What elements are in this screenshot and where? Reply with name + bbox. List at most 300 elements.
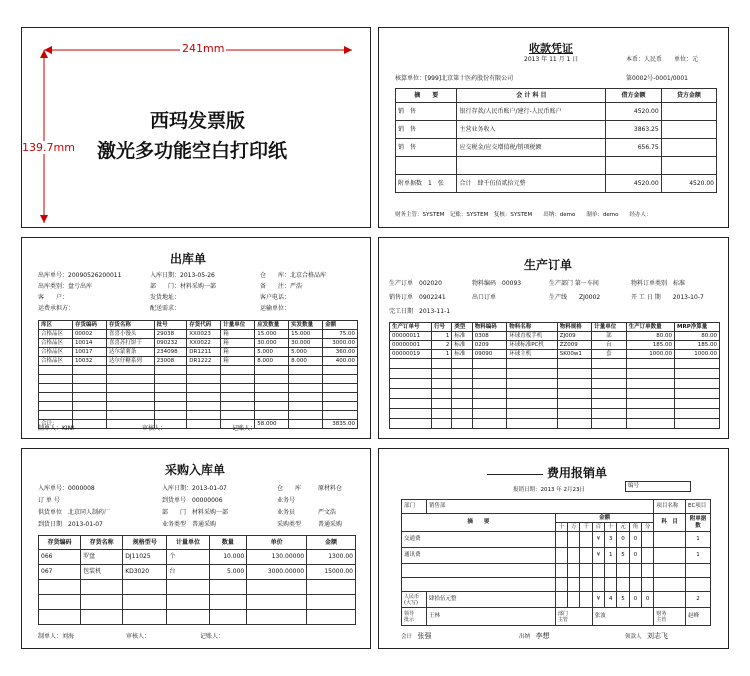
cell: 1000.00 [626,350,674,359]
info-item: 到货单号 00000006 [162,497,223,504]
cell: 15.000 [255,330,289,339]
cell: 喜喜苏打饼干 [106,339,154,348]
cell: 银行存款/人民币账户/建行-人民币账户 [457,103,606,121]
cell: 主营业务收入 [457,121,606,139]
header-cell: 库区 [39,321,73,330]
info-item: 出库单号：20090526200011 [38,272,122,279]
header-cell: 计量单位 [221,321,255,330]
cell: ZZ009 [557,341,592,350]
voucher-unit: 单位：元 [674,56,699,63]
header-cell: 计量单位 [167,536,209,550]
cell: 3 [605,532,617,548]
cell: 0 [629,592,641,608]
cell: ZJ009 [557,332,592,341]
expense-table [401,499,711,626]
cell: 王林 [427,608,556,626]
footer-label: 会计 [401,634,413,640]
outbound-title: 出库单 [170,252,207,266]
table-row [390,332,720,341]
table-row [402,532,711,548]
cell: 台 [167,565,209,580]
info-item: 原材料仓 [318,485,343,492]
cell: 应交税金/应交增值税/销项税额 [457,139,606,157]
footer-item [519,633,550,641]
cell: 5 [617,592,629,608]
info-item: 发货地址： [150,294,181,301]
info-item: 供货单位 北京同人制药厂 [38,509,111,516]
info-item: 入库日期：2013-01-07 [162,485,227,492]
cell: 185.00 [626,341,674,350]
production-table [389,322,720,429]
table-row [39,550,356,565]
cell: 罗盘 [81,550,123,565]
empty-row [39,393,358,402]
info-item: 业务类型 普通采购 [162,521,217,528]
cell: 销 售 [396,121,457,139]
table-row [39,565,356,580]
footer-label: 领款人 [625,634,642,640]
info-item: 物料编码 00093 [472,280,522,287]
empty-row [390,359,720,369]
header-cell: 存货编码 [39,536,81,550]
cell: 合格品区 [39,330,73,339]
cell: 达尔蒙薯条 [106,348,154,357]
cell: 标准 [452,341,472,350]
footer-item: 审核人： [126,633,151,640]
cell: 80.00 [675,332,720,341]
cell: 656.75 [606,139,661,157]
header-cell: 计量单位 [592,323,626,332]
voucher-table [395,88,717,193]
header-cell: 数量 [209,536,247,550]
info-item: 运费承担方： [38,305,75,312]
voucher-title: 收款凭证 [529,42,573,55]
footer-item: 记账人： [232,425,257,432]
cell: 0308 [472,332,506,341]
cell: 合格品区 [39,348,73,357]
cell: 5.000 [209,565,247,580]
expense-attach-label: 编号 [625,481,691,492]
paper-size-panel [21,27,371,228]
header-cell: 存货名称 [81,536,123,550]
voucher-currency: 本币：人民币 [626,56,663,63]
cell: 75.00 [323,330,358,339]
cell: 10014 [72,339,106,348]
cell: 1 [432,350,452,359]
cell: 09090 [472,350,506,359]
expense-sign-row [402,608,711,626]
cell: 3835.00 [323,420,358,429]
cell: 赵峰 [685,608,710,626]
voucher-col-debit: 借方金额 [606,89,661,103]
header-cell: 金额 [307,536,356,550]
voucher-footer: 财务主管：SYSTEM 记账：SYSTEM 复核：SYSTEM 出纳：demo 制单：demo 经办人： [395,212,652,218]
cell [396,157,457,175]
info-item: 部 门：材料采购一部 [150,283,217,290]
cell: 3000.00 [323,339,358,348]
cell: 30.000 [255,339,289,348]
cell: 23008 [154,357,187,366]
cell: 万 [568,523,580,532]
table-row [396,157,717,175]
header-cell: MRP净算量 [675,323,720,332]
purchase-panel [21,448,371,649]
header-cell: 行号 [432,323,452,332]
outbound-table [38,320,358,429]
cell: 包装机 [81,565,123,580]
info-item: 入库单号：0000008 [38,485,95,492]
cell: 百 [592,523,604,532]
cell: 4520.00 [661,175,716,193]
cell [661,103,716,121]
voucher-col-summary: 摘 要 [396,89,457,103]
info-item: 生产线 ZJ0002 [549,294,601,301]
cell: 00000019 [390,350,432,359]
cell: 1 [686,548,711,564]
cell: 部门 [402,500,427,514]
outbound-total-row [39,420,358,429]
cell: 十 [605,523,617,532]
cell: 十 [555,523,567,532]
cell: 千 [580,523,592,532]
header-cell: 科 目 [654,514,686,532]
expense-header-row [402,514,711,523]
cell: 1 [605,548,617,564]
header-cell: 应发数量 [255,321,289,330]
cell [661,157,716,175]
cell: 1000.00 [675,350,720,359]
table-row [396,139,717,157]
footer-value: 李想 [535,632,550,640]
footer-label: 出纳 [519,634,531,640]
info-item: 业务号 [277,497,296,504]
cell: XX0022 [187,339,221,348]
production-panel [378,237,729,439]
cell: 090232 [154,339,187,348]
cell: 通讯费 [402,548,556,564]
cell: 00002 [72,330,106,339]
total-label-1: 人民币 [404,593,420,600]
cell: DR1222 [187,357,221,366]
cell: 10017 [72,348,106,357]
cell: 销 售 [396,103,457,121]
cell: 交通费 [402,532,556,548]
cell: ¥ [592,548,604,564]
cell: 1300.00 [307,550,356,565]
info-item: 客 户： [38,294,69,301]
empty-row [390,399,720,409]
cell: 角 [629,523,641,532]
cell: 4520.00 [606,103,661,121]
cell: 15000.00 [307,565,356,580]
cell: 00000011 [390,332,432,341]
footer-item: 审核人： [142,425,167,432]
cell: 8.000 [289,357,323,366]
table-row [39,348,358,357]
table-row [396,103,717,121]
cell: DJ11025 [123,550,167,565]
table-row [402,548,711,564]
info-item: 采购类型 [277,521,302,528]
header-cell: 单价 [247,536,307,550]
cell: 箱 [221,339,255,348]
empty-row [39,411,358,420]
empty-row [390,409,720,419]
table-row [39,357,358,366]
cell: 29038 [154,330,187,339]
info-item: 严文浩 [318,509,337,516]
cell [457,157,606,175]
total-label-2: (大写) [404,599,418,606]
cell: 067 [39,565,81,580]
cell: 80.00 [626,332,674,341]
cell: 肆拾伍元整 [427,592,556,608]
table-row [39,339,358,348]
header-cell: 金额 [555,514,654,523]
header-cell: 存货编码 [72,321,106,330]
info-item: 订 单 号 [38,497,60,504]
empty-row [39,610,356,625]
cell: 8.000 [255,357,289,366]
cell: 部 [592,332,626,341]
cell: 2 [432,341,452,350]
outbound-header-row [39,321,358,330]
cell: 30.000 [289,339,323,348]
header-cell: 附单据数 [686,514,711,532]
empty-row [402,578,711,592]
header-cell: 类型 [452,323,472,332]
cell: 0 [629,548,641,564]
info-item: 完工日期 2013-11-1 [389,308,451,315]
cell: 台 [592,341,626,350]
cell: 5 [617,548,629,564]
cell [661,139,716,157]
cell: 销 售 [396,139,457,157]
info-item: 到货日期 2013-01-07 [38,521,103,528]
footer-item: 制单人：KINI [38,425,74,432]
cell: 1 [686,532,711,548]
info-item: 部 门 材料采购一部 [162,509,229,516]
sign-label: 领导 [404,610,415,617]
header-cell: 物料编码 [472,323,506,332]
cell: 箱 [221,348,255,357]
info-item: 销售订单 0902241 [389,294,446,301]
expense-title-line [487,474,543,475]
cell: 0209 [472,341,506,350]
voucher-number: 第0002号-0001/0001 [626,75,688,82]
header-cell: 生产订单号 [390,323,432,332]
voucher-col-credit: 贷方金额 [661,89,716,103]
cell [606,157,661,175]
empty-row [39,402,358,411]
voucher-date: 2013 年 11 月 1 日 [524,56,579,63]
info-item: 配送需求： [150,305,181,312]
cell: 15.000 [289,330,323,339]
cell: 5.000 [289,348,323,357]
info-item: 运输单位： [260,305,291,312]
cell: 环球直板手机 [507,332,558,341]
cell: 喜喜小馒头 [106,330,154,339]
cell: 合格品区 [39,357,73,366]
header-cell: 规格型号 [123,536,167,550]
voucher-col-subject: 会 计 科 目 [457,89,606,103]
cell: 185.00 [675,341,720,350]
expense-title: 费用报销单 [547,466,608,480]
cell: 5.000 [255,348,289,357]
footer-value: 张强 [417,632,432,640]
info-item: 出口订单 [472,294,497,301]
expense-date: 报销日期：2013 年 2月23日 [513,487,585,493]
cell: ¥ [592,532,604,548]
footer-value: 刘志飞 [647,632,669,640]
header-cell: 物料名称 [507,323,558,332]
cell: 234098 [154,348,187,357]
voucher-total-row [396,175,717,193]
empty-row [39,595,356,610]
cell: 附单据数 1 张 [396,175,457,193]
footer-item: 记账人： [200,633,225,640]
cell: 箱 [221,357,255,366]
cell: 达尔仔糖系列 [106,357,154,366]
cell [661,121,716,139]
voucher-header-row [396,89,717,103]
empty-row [402,564,711,578]
footer-item: 制单人：刘海 [38,633,75,640]
info-item: 普通采购 [318,521,343,528]
cell: 合格品区 [39,339,73,348]
footer-item [401,633,432,641]
table-row [390,350,720,359]
cell: 10032 [72,357,106,366]
header-cell: 物料规格 [557,323,592,332]
info-item: 业务员 [277,509,296,516]
cell: ¥ [592,592,604,608]
header-cell: 存货代码 [187,321,221,330]
purchase-header-row [39,536,356,550]
info-item: 备 注：严浩 [260,283,303,290]
cell: 销售部 [427,500,654,514]
empty-row [39,375,358,384]
cell: 合计 肆千伍佰贰拾元整 [457,175,606,193]
cell: 分 [642,523,654,532]
sign-label: 主管 [557,616,568,623]
cell: 3000.00000 [247,565,307,580]
header-cell: 存货名称 [106,321,154,330]
cell: DR1211 [187,348,221,357]
cell: 58.000 [255,420,289,429]
paper-line1: 西玛发票版 [150,110,246,132]
empty-row [39,384,358,393]
header-cell: 生产订单数量 [626,323,674,332]
cell: 项目名称 [654,500,686,514]
cell: 箱 [221,330,255,339]
cell: 066 [39,550,81,565]
header-cell: 金额 [323,321,358,330]
empty-row [390,369,720,379]
cell: 合计： [39,420,73,429]
expense-total-row [402,592,711,608]
cell: 2 [686,592,711,608]
cell: 个 [167,550,209,565]
cell [402,592,427,608]
cell: 3863.25 [606,121,661,139]
expense-dept-row [402,500,711,514]
cell [555,608,592,626]
cell: EC项目 [685,500,710,514]
paper-line2: 激光多功能空白打印纸 [97,140,288,162]
sign-label: 财务 [656,610,667,617]
voucher-org: 核算单位：[999]北京第十医药股份有限公司 [395,75,514,82]
table-row [396,121,717,139]
header-cell: 批号 [154,321,187,330]
footer-item [625,633,668,641]
cell: 0 [617,532,629,548]
cell: KD3020 [123,565,167,580]
cell [402,608,427,626]
info-item: 生产订单 002020 [389,280,442,287]
production-header-row [390,323,720,332]
info-item: 仓 库 [277,485,302,492]
height-label: 139.7mm [22,141,75,154]
cell [654,608,686,626]
purchase-table [38,535,356,625]
cell: SK00w1 [557,350,592,359]
cell: 1 [432,332,452,341]
info-item: 开 工 日 期 2013-10-7 [631,294,704,301]
info-item: 客户电话： [260,294,291,301]
cell: XX0023 [187,330,221,339]
cell: 标准 [452,350,472,359]
cell: 套 [592,350,626,359]
cell: 环球标准PC机 [507,341,558,350]
production-title: 生产订单 [524,258,573,272]
info-item: 仓 库：北京合格品库 [260,272,327,279]
width-label: 241mm [182,42,225,55]
cell: 10.000 [209,550,247,565]
empty-row [39,366,358,375]
expense-panel [378,448,729,649]
cell: 400.00 [323,357,358,366]
cell: 环球主机 [507,350,558,359]
table-row [39,330,358,339]
sign-label: 主管 [656,616,667,623]
cell: 元 [617,523,629,532]
sign-label: 部门 [557,610,568,617]
info-item: 物料订单类别 标准 [631,280,686,287]
info-item: 出库类别：盘亏出库 [38,283,93,290]
cell: 130.00000 [247,550,307,565]
header-cell: 摘 要 [402,514,556,532]
table-row [390,341,720,350]
empty-row [390,379,720,389]
cell: 0 [629,532,641,548]
empty-row [39,580,356,595]
header-cell: 实发数量 [289,321,323,330]
purchase-title: 采购入库单 [165,463,226,477]
empty-row [390,389,720,399]
cell: 4520.00 [606,175,661,193]
outbound-panel [21,237,371,439]
cell: 00000001 [390,341,432,350]
cell: 张波 [592,608,654,626]
cell: 360.00 [323,348,358,357]
empty-row [390,419,720,429]
cell: 4 [605,592,617,608]
sign-label: 批示 [404,616,415,623]
info-item: 生产部门 第一车间 [549,280,599,287]
cell: 标准 [452,332,472,341]
voucher-panel [378,27,729,228]
